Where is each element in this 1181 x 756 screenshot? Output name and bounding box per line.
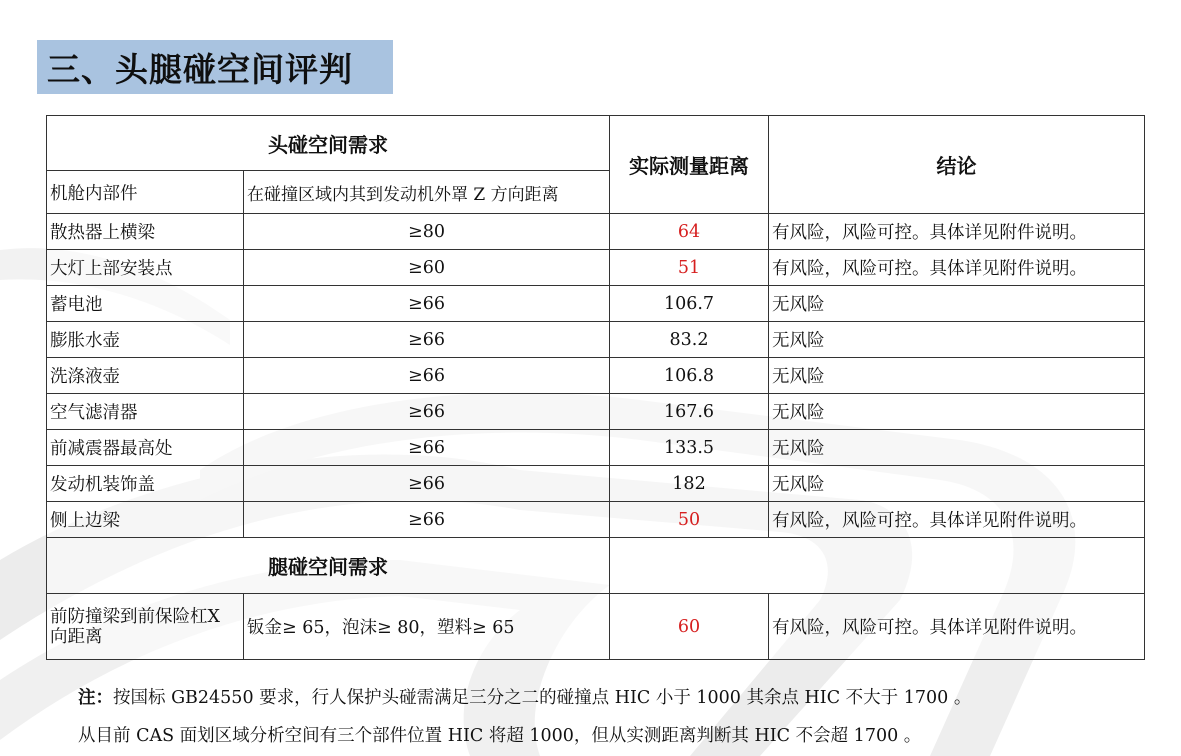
table-row [47, 594, 1145, 660]
head-section-title: 头碰空间需求 [47, 116, 610, 171]
measured-value: 106.7 [610, 286, 769, 322]
requirement-value: ≥66 [244, 430, 610, 466]
slide-title-band [37, 40, 393, 94]
table-row [47, 286, 1145, 322]
part-name: 大灯上部安装点 [47, 250, 244, 286]
measured-value: 51 [610, 250, 769, 286]
measured-value: 64 [610, 214, 769, 250]
requirement-value: ≥66 [244, 286, 610, 322]
slide-title: 三、头腿碰空间评判 [47, 49, 353, 89]
leg-section-empty-cell [610, 538, 1145, 594]
note-line-1 [78, 684, 971, 709]
measured-value: 167.6 [610, 394, 769, 430]
part-name: 散热器上横梁 [47, 214, 244, 250]
table-row [47, 430, 1145, 466]
table-row [47, 214, 1145, 250]
requirement-value: ≥60 [244, 250, 610, 286]
part-name: 发动机装饰盖 [47, 466, 244, 502]
conclusion-text: 无风险 [769, 358, 1145, 394]
requirement-value: ≥66 [244, 358, 610, 394]
note-text-2: 从目前 CAS 面划区域分析空间有三个部件位置 HIC 将超 1000，但从实测距离判断其 HIC 不会超 1700 。 [78, 726, 922, 746]
measured-value: 50 [610, 502, 769, 538]
measured-value: 182 [610, 466, 769, 502]
requirement-value: ≥66 [244, 502, 610, 538]
part-name: 前防撞梁到前保险杠X 向距离 [47, 594, 244, 660]
note-label: 注： [78, 688, 113, 708]
requirement-value: ≥66 [244, 322, 610, 358]
part-name: 空气滤清器 [47, 394, 244, 430]
conclusion-text: 有风险，风险可控。具体详见附件说明。 [769, 502, 1145, 538]
part-name: 蓄电池 [47, 286, 244, 322]
table-row [47, 322, 1145, 358]
measured-header: 实际测量距离 [610, 116, 769, 214]
note-line-2 [78, 722, 921, 747]
conclusion-text: 无风险 [769, 466, 1145, 502]
table-header-row [47, 116, 1145, 171]
note-text-1: 按国标 GB24550 要求，行人保护头碰需满足三分之二的碰撞点 HIC 小于 1000 其余点 HIC 不大于 1700 。 [113, 688, 972, 708]
part-name: 膨胀水壶 [47, 322, 244, 358]
conclusion-text: 无风险 [769, 430, 1145, 466]
measured-value: 83.2 [610, 322, 769, 358]
table-row [47, 394, 1145, 430]
measured-value: 106.8 [610, 358, 769, 394]
conclusion-text: 无风险 [769, 394, 1145, 430]
requirement-header: 在碰撞区域内其到发动机外罩 Z 方向距离 [244, 171, 610, 214]
conclusion-header: 结论 [769, 116, 1145, 214]
table-row [47, 358, 1145, 394]
conclusion-text: 有风险，风险可控。具体详见附件说明。 [769, 214, 1145, 250]
leg-section-row [47, 538, 1145, 594]
conclusion-text: 有风险，风险可控。具体详见附件说明。 [769, 594, 1145, 660]
conclusion-text: 无风险 [769, 286, 1145, 322]
clearance-table [46, 115, 1145, 660]
conclusion-text: 无风险 [769, 322, 1145, 358]
requirement-value: ≥66 [244, 466, 610, 502]
part-name: 洗涤液壶 [47, 358, 244, 394]
part-name: 前减震器最高处 [47, 430, 244, 466]
conclusion-text: 有风险，风险可控。具体详见附件说明。 [769, 250, 1145, 286]
table-row [47, 466, 1145, 502]
measured-value: 60 [610, 594, 769, 660]
table-row [47, 502, 1145, 538]
leg-section-title: 腿碰空间需求 [47, 538, 610, 594]
requirement-value: 钣金≥ 65，泡沫≥ 80，塑料≥ 65 [244, 594, 610, 660]
requirement-value: ≥80 [244, 214, 610, 250]
part-name: 侧上边梁 [47, 502, 244, 538]
requirement-value: ≥66 [244, 394, 610, 430]
measured-value: 133.5 [610, 430, 769, 466]
table-row [47, 250, 1145, 286]
part-header: 机舱内部件 [47, 171, 244, 214]
